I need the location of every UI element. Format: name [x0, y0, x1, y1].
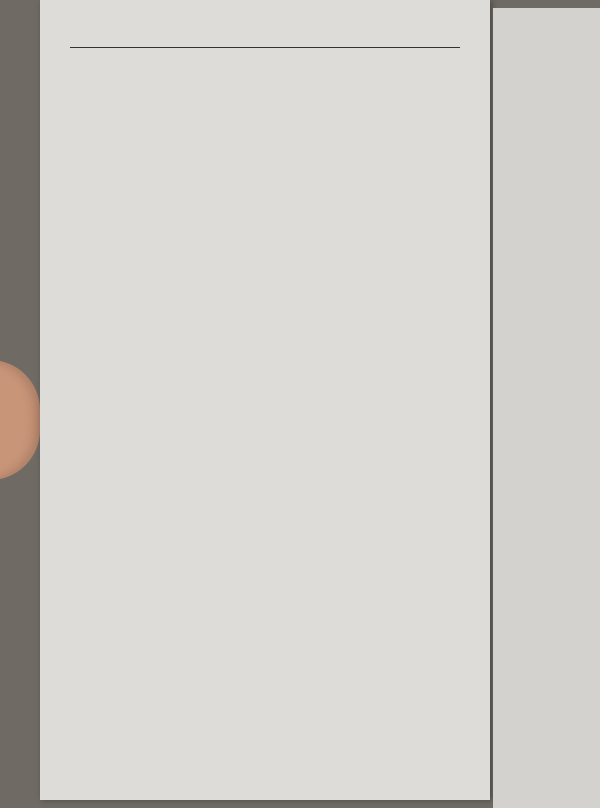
header-rule — [70, 47, 460, 48]
right-page — [493, 8, 600, 808]
thumb — [0, 360, 40, 480]
left-page — [40, 0, 490, 800]
table-of-contents — [70, 58, 478, 78]
